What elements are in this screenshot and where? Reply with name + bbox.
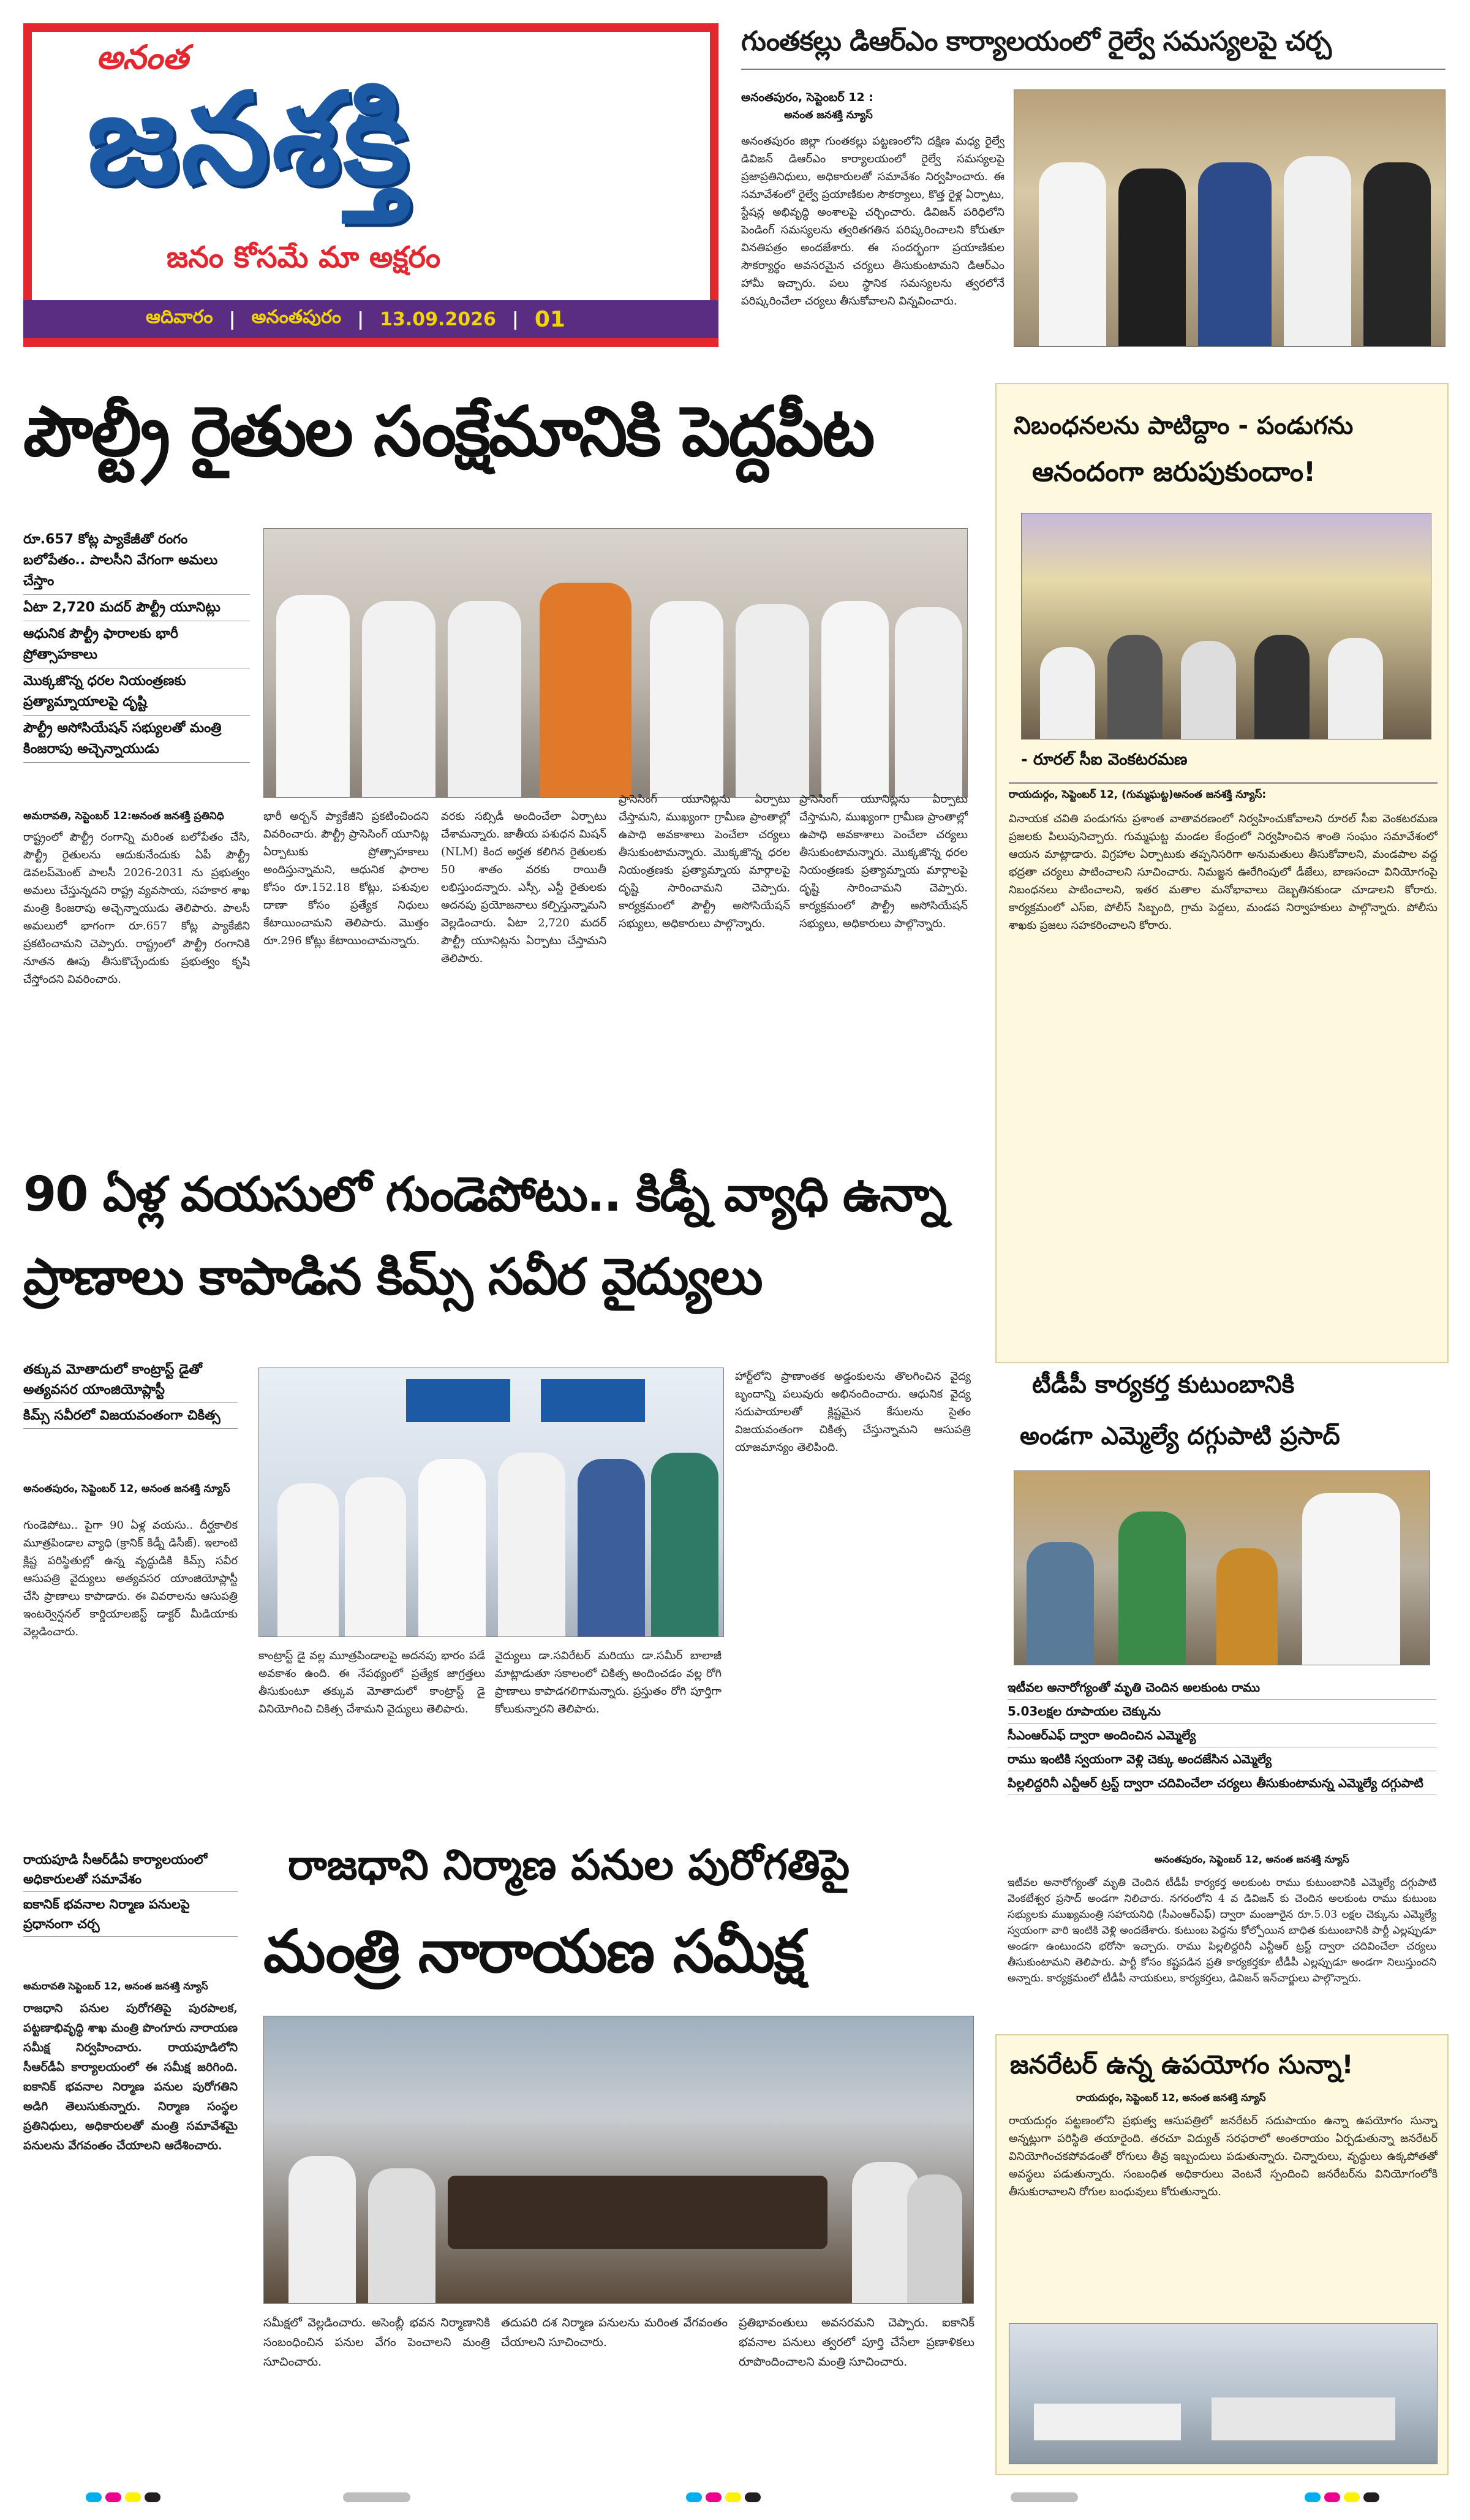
poultry-body-col4: ప్రాసెసింగ్ యూనిట్లను ఏర్పాటు చేస్తామని, ముఖ్యంగా గ్రామీణ ప్రాంతాల్లో ఉపాధి అవకాశాలు పెంచేలా చర్యలు తీసుకుంటామన్నారు. మొక్కజొన్న ధరల నియంత్రణకు ప్రత్యామ్నాయ మార్గాలపై దృష్టి సారించామని చెప్పారు. కార్యక్రమంలో పౌల్ట్రీ అసోసియేషన్ సభ్యులు, అధికారులు పాల్గొన్నారు.: [619, 793, 790, 930]
registration-marks-right: [1305, 2492, 1383, 2502]
masthead-day: ఆదివారం: [146, 306, 213, 328]
festival-byline: - రూరల్ సీఐ వెంకటరమణ: [1021, 751, 1188, 769]
registration-marks-center: [686, 2492, 764, 2502]
poultry-bullet: మొక్కజొన్న ధరల నియంత్రణకు ప్రత్యామ్నాయాలపై దృష్టి: [23, 668, 250, 716]
capital-body-col2: సమీక్షలో వెల్లడించారు. అసెంబ్లీ భవన నిర్మాణానికి సంబంధించిన పనుల వేగం పెంచాలని మంత్రి సూచించారు.: [263, 2316, 490, 2369]
drm-story: [741, 23, 1446, 354]
masthead-dateline-bar: ఆదివారం | అనంతపురం | 13.09.2026 | 01: [23, 300, 718, 338]
kims-headline-line1: 90 ఏళ్ల వయసులో గుండెపోటు.. కిడ్నీ వ్యాధి ఉన్నా: [23, 1167, 946, 1222]
tdp-bullets: [1008, 1676, 1436, 1795]
drm-photo: [1014, 89, 1446, 347]
generator-photo: [1009, 2323, 1438, 2464]
generator-headline: జనరేటర్ ఉన్న ఉపయోగం సున్నా!: [1010, 2049, 1354, 2079]
generator-story: [995, 2034, 1449, 2475]
tdp-bullet: ఇటీవల అనారోగ్యంతో మృతి చెందిన అలకుంట రాము: [1008, 1676, 1436, 1700]
masthead-tagline: జనం కోసమే మా అక్షరం: [167, 240, 441, 274]
kims-headline-line2: ప్రాణాలు కాపాడిన కిమ్స్ సవీర వైద్యులు: [23, 1248, 762, 1306]
tdp-bullet: సీఎంఆర్‌ఎఫ్ ద్వారా అందించిన ఎమ్మెల్యే: [1008, 1724, 1436, 1747]
capital-dateline: అమరావతి సెప్టెంబర్ 12, అనంత జనశక్తి న్యూస్: [23, 1980, 208, 1992]
poultry-bullet: పౌల్ట్రీ అసోసియేషన్ సభ్యులతో మంత్రి కింజరాపు అచ్చెన్నాయుడు: [23, 716, 250, 763]
generator-body: రాయదుర్గం పట్టణంలోని ప్రభుత్వ ఆసుపత్రిలో జనరేటర్ సదుపాయం ఉన్నా ఉపయోగం సున్నా అన్నట్లుగా పరిస్థితి తయారైంది. తరచూ విద్యుత్ సరఫరాలో అంతరాయం ఏర్పడుతున్నా జనరేటర్ వినియోగించకపోవడంతో రోగులు తీవ్ర ఇబ్బందులు పడుతున్నారు. చిన్నారులు, వృద్ధులు ఉక్కపోతతో అవస్థలు పడుతున్నారు. సంబంధిత అధికారులు వెంటనే స్పందించి జనరేటర్‌ను వినియోగంలోకి తీసుకురావాలని రోగుల బంధువులు కోరుతున్నారు.: [1009, 2114, 1438, 2198]
tdp-dateline: అనంతపురం, సెప్టెంబర్ 12, అనంత జనశక్తి న్యూస్: [1155, 1853, 1349, 1865]
poultry-body-col5: ప్రాసెసింగ్ యూనిట్లను ఏర్పాటు చేస్తామని, ముఖ్యంగా గ్రామీణ ప్రాంతాల్లో ఉపాధి అవకాశాలు పెంచేలా చర్యలు తీసుకుంటామన్నారు. మొక్కజొన్న ధరల నియంత్రణకు ప్రత్యామ్నాయ మార్గాలపై దృష్టి సారించామని చెప్పారు. కార్యక్రమంలో పౌల్ట్రీ అసోసియేషన్ సభ్యులు, అధికారులు పాల్గొన్నారు.: [799, 793, 968, 930]
kims-dateline: అనంతపురం, సెప్టెంబర్ 12, అనంత జనశక్తి న్యూస్: [23, 1483, 230, 1495]
kims-body-col2: కాంట్రాస్ట్ డై వల్ల మూత్రపిండాలపై అదనపు భారం పడే అవకాశం ఉంది. ఈ నేపథ్యంలో ప్రత్యేక జాగ్రత్తలు తీసుకుంటూ తక్కువ మోతాదులో కాంట్రాస్ట్ డై వినియోగించి చికిత్స చేశామని వైద్యులు తెలిపారు.: [258, 1649, 485, 1716]
capital-headline-line1: రాజధాని నిర్మాణ పనుల పురోగతిపై: [288, 1841, 850, 1890]
masthead-city: అనంతపురం: [251, 306, 342, 328]
tdp-headline-line2: అండగా ఎమ్మెల్యే దగ్గుపాటి ప్రసాద్: [1020, 1422, 1340, 1450]
poultry-bullet: ఆధునిక పౌల్ట్రీ ఫారాలకు భారీ ప్రోత్సాహకాలు: [23, 621, 250, 668]
kims-banner: [541, 1379, 645, 1422]
capital-body-col1: రాజధాని పనుల పురోగతిపై పురపాలక, పట్టణాభివృద్ధి శాఖ మంత్రి పొంగూరు నారాయణ సమీక్ష నిర్వహించారు. రాయపూడిలోని సీఆర్‌డీఏ కార్యాలయంలో ఈ సమీక్ష జరిగింది. ఐకానిక్ భవనాల నిర్మాణ పనుల పురోగతిని అడిగి తెలుసుకున్నారు. నిర్మాణ సంస్థల ప్రతినిధులు, అధికారులతో మంత్రి సమావేశమై పనులను వేగవంతం చేయాలని ఆదేశించారు.: [23, 2002, 238, 2152]
poultry-bullets: [23, 527, 250, 763]
drm-credit: అనంత జనశక్తి న్యూస్: [784, 109, 873, 121]
poultry-body-col2: భారీ అర్బన్ ప్యాకేజీని ప్రకటించిందని వివరించారు. పౌల్ట్రీ ప్రాసెసింగ్ యూనిట్ల ఏర్పాటుకు ప్రోత్సాహకాలు అందిస్తున్నామని, ఆధునిక ఫారాల కోసం రూ.152.18 కోట్లు, పశువుల దాణా కోసం ప్రత్యేక నిధులు కేటాయించామని తెలిపారు. మొత్తం రూ.296 కోట్లు కేటాయించామన్నారు.: [263, 810, 429, 947]
tdp-body: ఇటీవల అనారోగ్యంతో మృతి చెందిన టీడీపీ కార్యకర్త అలకుంట రాము కుటుంబానికి ఎమ్మెల్యే దగ్గుపాటి వెంకటేశ్వర ప్రసాద్ అండగా నిలిచారు. నగరంలోని 4 వ డివిజన్ కు చెందిన అలకుంట రాము కుటుంబ సభ్యులకు ముఖ్యమంత్రి సహాయనిధి (సీఎంఆర్‌ఎఫ్) ద్వారా మంజూరైన రూ.5.03 లక్షల చెక్కును ఎమ్మెల్యే స్వయంగా వారి ఇంటికి వెళ్లి అందజేశారు. కుటుంబ పెద్దను కోల్పోయిన బాధిత కుటుంబానికి పార్టీ ఎల్లప్పుడూ అండగా ఉంటుందని భరోసా ఇచ్చారు. రాము పిల్లలిద్దరినీ ఎన్టీఆర్ ట్రస్ట్ ద్వారా చదివించేలా చర్యలు తీసుకుంటామని తెలిపారు. పార్టీ కోసం కష్టపడిన ప్రతి కార్యకర్తకూ టీడీపీ ఎల్లప్పుడూ అండగా నిలుస్తుందని అన్నారు. కార్యక్రమంలో టీడీపీ నాయకులు, కార్యకర్తలు, డివిజన్ ఇన్‌చార్జులు పాల్గొన్నారు.: [1008, 1877, 1436, 1985]
capital-body-col4: ప్రతిభావంతులు అవసరమని చెప్పారు. ఐకానిక్ భవనాల పనులు త్వరలో పూర్తి చేసేలా ప్రణాళికలు రూపొందించాలని మంత్రి సూచించారు.: [739, 2316, 974, 2369]
kims-body-col3: వైద్యులు డా.సవిరేటర్ మరియు డా.సమీర్ బాలాజీ మాట్లాడుతూ సకాలంలో చికిత్స అందించడం వల్ల రోగి ప్రాణాలు కాపాడగలిగామన్నారు. ప్రస్తుతం రోగి పూర్తిగా కోలుకున్నారని తెలిపారు.: [495, 1649, 722, 1716]
drm-headline: గుంతకల్లు డిఆర్ఎం కార్యాలయంలో రైల్వే సమస్యలపై చర్చ: [741, 26, 1332, 57]
registration-bar: [343, 2492, 410, 2502]
generator-dateline: రాయదుర్గం, సెప్టెంబర్ 12, అనంత జనశక్తి న్యూస్: [1076, 2092, 1266, 2103]
masthead: [23, 23, 718, 347]
kims-bullets: [23, 1357, 238, 1429]
capital-table: [448, 2176, 827, 2249]
festival-dateline: రాయదుర్గం, సెప్టెంబర్ 12, (గుమ్మఘట్ట)అనంత జనశక్తి న్యూస్:: [1009, 789, 1267, 801]
festival-headline-line1: నిబంధనలను పాటిద్దాం - పండుగను: [1014, 412, 1354, 440]
masthead-title: జనశక్తి: [87, 66, 412, 212]
kims-banner: [406, 1379, 510, 1422]
capital-bullet: రాయపూడి సీఆర్‌డీఏ కార్యాలయంలో అధికారులతో సమావేశం: [23, 1847, 238, 1892]
festival-body: వినాయక చవితి పండుగను ప్రశాంత వాతావరణంలో నిర్వహించుకోవాలని రూరల్ సీఐ వెంకటరమణ ప్రజలకు పిలుపునిచ్చారు. గుమ్మఘట్ట మండల కేంద్రంలో నిర్వహించిన శాంతి సంఘం సమావేశంలో ఆయన మాట్లాడారు. విగ్రహాల ఏర్పాటుకు తప్పనిసరిగా అనుమతులు తీసుకోవాలని, మండపాల వద్ద భద్రతా చర్యలు పాటించాలని సూచించారు. నిమజ్జన ఊరేగింపులో డీజేలు, బాణసంచా వినియోగంపై నిబంధనలు పాటించాలని, ఇతర మతాల మనోభావాలు దెబ్బతినకుండా చూడాలని కోరారు. కార్యక్రమంలో ఎస్‌ఐ, పోలీస్ సిబ్బంది, గ్రామ పెద్దలు, మండప నిర్వాహకులు పాల్గొన్నారు. పోలీసు శాఖకు ప్రజలు సహకరించాలని కోరారు.: [1009, 812, 1438, 932]
poultry-headline: పౌల్ట్రీ రైతుల సంక్షేమానికి పెద్దపీట: [23, 392, 873, 472]
festival-story: [995, 383, 1449, 1363]
festival-photo: [1021, 513, 1431, 740]
tdp-headline-line1: టీడీపీ కార్యకర్త కుటుంబానికి: [1032, 1371, 1295, 1399]
masthead-page-number: 01: [534, 306, 565, 332]
tdp-bullet: పిల్లలిద్దరినీ ఎన్టీఆర్ ట్రస్ట్ ద్వారా చదివించేలా చర్యలు తీసుకుంటామన్న ఎమ్మెల్యే దగ్గుపాటి: [1008, 1771, 1436, 1795]
capital-photo: [263, 2016, 974, 2304]
poultry-photo: [263, 528, 968, 798]
festival-headline-line2: ఆనందంగా జరుపుకుందాం!: [1032, 456, 1316, 488]
registration-bar: [1011, 2492, 1078, 2502]
poultry-body-col1: రాష్ట్రంలో పౌల్ట్రీ రంగాన్ని మరింత బలోపేతం చేసి, పౌల్ట్రీ రైతులను ఆదుకునేందుకు ఏపీ పౌల్ట్రీ డెవలప్‌మెంట్ పాలసీ 2026-2031 ను ప్రభుత్వం అమలు చేస్తున్నదని రాష్ట్ర వ్యవసాయ, సహకార శాఖ మంత్రి కింజరాపు అచ్చెన్నాయుడు తెలిపారు. పాలసీ అమలులో భాగంగా రూ.657 కోట్ల ప్యాకేజీని ప్రకటించామని చెప్పారు. రాష్ట్రంలో పౌల్ట్రీ రంగానికి నూతన ఊపు తీసుకొచ్చేందుకు ప్రభుత్వం కృషి చేస్తోందని వివరించారు.: [23, 831, 250, 986]
kims-bullet: తక్కువ మోతాదులో కాంట్రాస్ట్ డైతో అత్యవసర యాంజియోప్లాస్టీ: [23, 1357, 238, 1403]
capital-bullet: ఐకానిక్ భవనాల నిర్మాణ పనులపై ప్రధానంగా చర్చ: [23, 1892, 238, 1937]
drm-dateline: అనంతపురం, సెప్టెంబర్ 12 :: [741, 91, 873, 104]
masthead-prefix: అనంత: [96, 38, 189, 77]
kims-bullet: కిమ్స్ సవీరలో విజయవంతంగా చికిత్స: [23, 1403, 238, 1429]
capital-body-col3: తదుపరి దశ నిర్మాణ పనులను మరింత వేగవంతం చేయాలని సూచించారు.: [501, 2316, 728, 2349]
tdp-photo: [1014, 1470, 1430, 1665]
capital-headline-line2: మంత్రి నారాయణ సమీక్ష: [263, 1917, 804, 1986]
poultry-body-col3: వరకు సబ్సిడీ అందించేలా ఏర్పాటు చేశామన్నారు. జాతీయ పశుధన మిషన్ (NLM) కింద అర్హత కలిగిన రైతులకు 50 శాతం వరకు రాయితీ లభిస్తుందన్నారు. ఎస్సీ, ఎస్టీ రైతులకు అదనపు ప్రయోజనాలు కల్పిస్తున్నామని వెల్లడించారు. ఏటా 2,720 మదర్ పౌల్ట్రీ యూనిట్లను ఏర్పాటు చేస్తామని తెలిపారు.: [441, 810, 606, 965]
tdp-story: [995, 1366, 1449, 2016]
poultry-bullet: రూ.657 కోట్ల ప్యాకేజీతో రంగం బలోపేతం.. పాలసీని వేగంగా అమలు చేస్తాం: [23, 527, 250, 595]
registration-marks-left: [86, 2492, 164, 2502]
tdp-bullet: రాము ఇంటికి స్వయంగా వెళ్లి చెక్కు అందజేసిన ఎమ్మెల్యే: [1008, 1747, 1436, 1771]
kims-body-col4: హార్ట్‌లోని ప్రాణాంతక అడ్డంకులను తొలగించిన వైద్య బృందాన్ని పలువురు అభినందించారు. ఆధునిక వైద్య సదుపాయాలతో క్లిష్టమైన కేసులను సైతం విజయవంతంగా చికిత్స చేస్తున్నామని ఆసుపత్రి యాజమాన్యం తెలిపింది.: [735, 1370, 971, 1454]
poultry-bullet: ఏటా 2,720 మదర్ పౌల్ట్రీ యూనిట్లు: [23, 595, 250, 621]
poultry-dateline: అమరావతి, సెప్టెంబర్ 12:అనంత జనశక్తి ప్రతినిధి: [23, 810, 224, 822]
kims-photo: [258, 1368, 724, 1637]
kims-body-col1: గుండెపోటు.. పైగా 90 ఏళ్ల వయసు.. దీర్ఘకాలిక మూత్రపిండాల వ్యాధి (క్రానిక్ కిడ్నీ డిసీజ్). ఇలాంటి క్లిష్ట పరిస్థితుల్లో ఉన్న వృద్ధుడికి కిమ్స్ సవీర ఆసుపత్రి వైద్యులు అత్యవసర యాంజియోప్లాస్టీ చేసి ప్రాణాలు కాపాడారు. ఈ వివరాలను ఆసుపత్రి ఇంటర్వెన్షనల్ కార్డియాలజిస్ట్ డాక్టర్ మీడియాకు వెల్లడించారు.: [23, 1519, 238, 1638]
tdp-bullet: 5.03లక్షల రూపాయల చెక్కును: [1008, 1700, 1436, 1724]
capital-bullets: [23, 1847, 238, 1937]
masthead-date: 13.09.2026: [380, 308, 496, 330]
drm-body: అనంతపురం జిల్లా గుంతకల్లు పట్టణంలోని దక్షిణ మధ్య రైల్వే డివిజన్ డిఆర్ఎం కార్యాలయంలో రైల్వే సమస్యలపై ప్రజాప్రతినిధులు, అధికారులతో సమావేశం నిర్వహించారు. ఈ సమావేశంలో రైల్వే ప్రయాణికుల సౌకర్యాలు, కొత్త రైళ్ల ఏర్పాటు, స్టేషన్ల అభివృద్ధి అంశాలపై చర్చించారు. డివిజన్ పరిధిలోని పెండింగ్ సమస్యలను త్వరితగతిన పరిష్కరించాలని కోరుతూ వినతిపత్రం అందజేశారు. ఈ సందర్భంగా ప్రయాణికుల సౌకర్యార్థం అవసరమైన చర్యలు తీసుకుంటామని డిఆర్ఎం హామీ ఇచ్చారు. పలు స్థానిక సమస్యలను త్వరలోనే పరిష్కరించేలా చర్యలు తీసుకోవాలని విన్నవించారు.: [741, 135, 1005, 308]
